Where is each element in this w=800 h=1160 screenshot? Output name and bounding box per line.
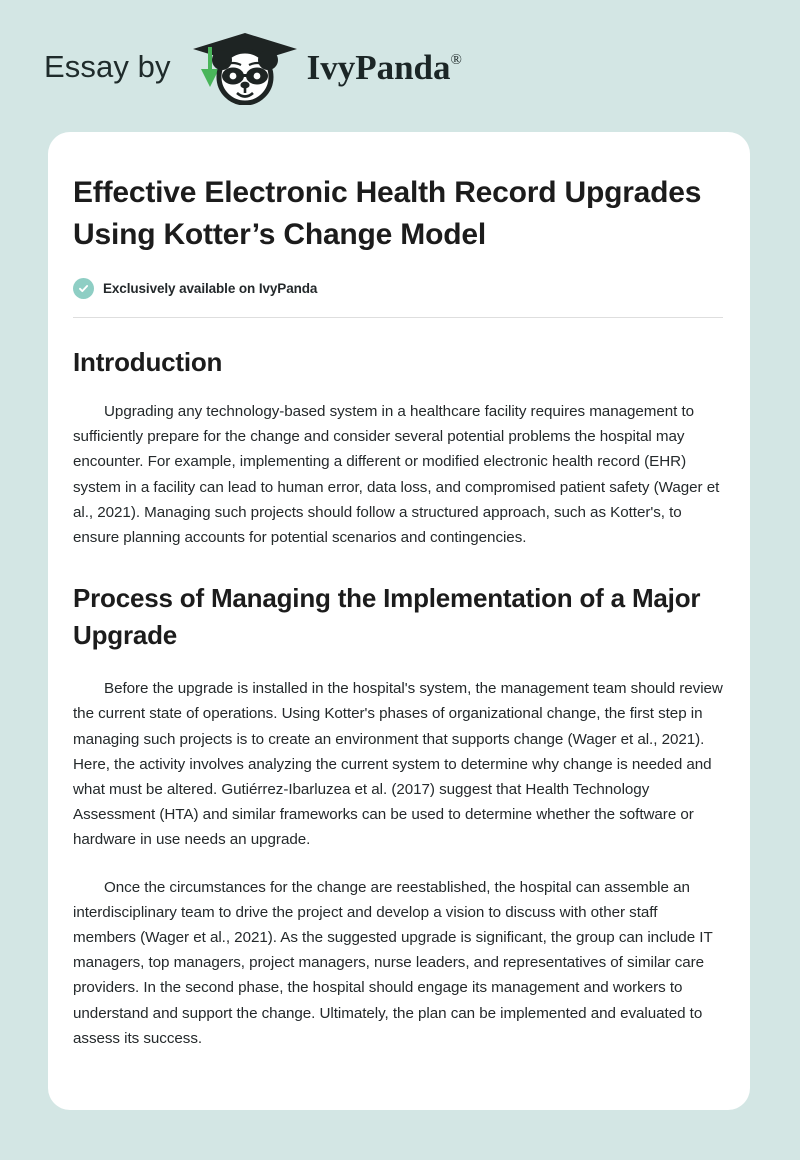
paragraph: Before the upgrade is installed in the hospital's system, the management team should review the current state of operations. Using Kotter's phases of organizational change, the first step in managing such projects is to create an environment that supports change (Wager et al., 2021). Here, the activity involves analyzing the current system to determine why change is needed and what must be altered. Gutiérrez-Ibarluzea et al. (2017) suggest that Health Technology Assessment (HTA) and similar frameworks can be used to determine whether the software or hardware in use needs an upgrade. <box>73 680 723 849</box>
paragraph: Once the circumstances for the change are reestablished, the hospital can assemble an interdisciplinary team to drive the project and develop a vision to discuss with other staff members (Wager et al., 2021). As the suggested upgrade is significant, the group can include IT managers, top managers, project managers, nurse leaders, and representatives of similar care providers. In the second phase, the hospital should engage its management and workers to understand and support the change. Ultimately, the plan can be implemented and evaluated to assess its success. <box>73 878 713 1047</box>
section-heading-process: Process of Managing the Implementation of a Major Upgrade <box>73 583 701 651</box>
essay-by-label: Essay by <box>44 48 171 84</box>
exclusive-availability-badge <box>73 278 723 299</box>
site-header <box>0 0 800 132</box>
check-circle-icon <box>73 278 94 299</box>
brand-wordmark <box>306 47 462 87</box>
brand-lockup[interactable] <box>44 27 462 105</box>
essay-card <box>48 132 750 1110</box>
section-heading-introduction: Introduction <box>73 347 223 377</box>
brand-name-text: IvyPanda <box>306 47 451 87</box>
ivypanda-panda-logo-icon <box>189 27 301 105</box>
exclusive-badge-label: Exclusively available on IvyPanda <box>103 281 318 296</box>
paragraph: Upgrading any technology-based system in a healthcare facility requires management to sufficiently prepare for the change and consider several potential problems the hospital may encounter. For example, implementing a different or modified electronic health record (EHR) system in a facility can lead to human error, data loss, and compromised patient safety (Wager et al., 2021). Managing such projects should follow a structured approach, such as Kotter's, to ensure planning accounts for potential scenarios and contingencies. <box>73 403 720 547</box>
page-title: Effective Electronic Health Record Upgrades Using Kotter’s Change Model <box>73 176 702 251</box>
header-divider <box>73 317 723 318</box>
registered-trademark-icon: ® <box>450 51 462 68</box>
